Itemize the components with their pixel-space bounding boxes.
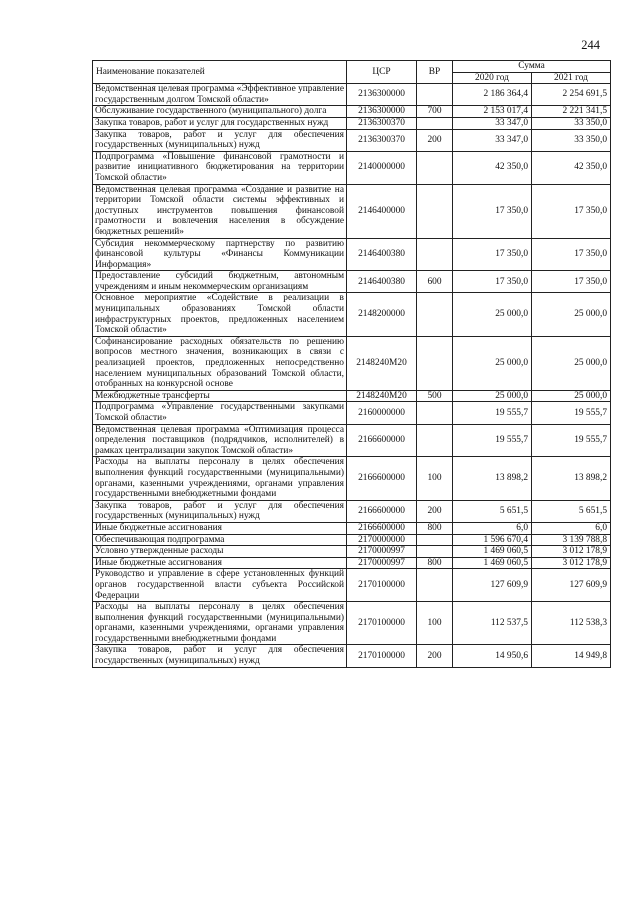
row-name: Закупка товаров, работ и услуг для обеспечения государственных (муниципальных) нужд bbox=[93, 645, 347, 667]
row-vr bbox=[417, 184, 453, 238]
row-name: Закупка товаров, работ и услуг для государственных нужд bbox=[93, 117, 347, 129]
row-value-2020: 17 350,0 bbox=[453, 271, 532, 293]
table-row bbox=[93, 546, 611, 558]
row-value-2021: 14 949,8 bbox=[532, 645, 611, 667]
row-csr: 2166600000 bbox=[347, 457, 417, 500]
table-row bbox=[93, 522, 611, 534]
row-csr: 2136300370 bbox=[347, 129, 417, 151]
row-value-2020: 17 350,0 bbox=[453, 184, 532, 238]
row-name: Ведомственная целевая программа «Создание и развитие на территории Томской области системы эффективных и доступных инструментов повышения финансовой грамотности и вовлечения населения в обсуждение бюджетных решений» bbox=[93, 184, 347, 238]
row-value-2021: 3 139 788,8 bbox=[532, 534, 611, 546]
row-csr: 2140000000 bbox=[347, 151, 417, 184]
table-row bbox=[93, 402, 611, 424]
row-value-2020: 33 347,0 bbox=[453, 117, 532, 129]
table-body bbox=[93, 84, 611, 667]
row-vr: 600 bbox=[417, 271, 453, 293]
row-csr: 2170000000 bbox=[347, 534, 417, 546]
row-value-2020: 127 609,9 bbox=[453, 569, 532, 602]
table-row bbox=[93, 424, 611, 457]
row-csr: 2136300000 bbox=[347, 84, 417, 106]
row-name: Руководство и управление в сфере установленных функций органов государственной власти субъекта Российской Федерации bbox=[93, 569, 347, 602]
row-value-2020: 17 350,0 bbox=[453, 238, 532, 271]
row-value-2021: 3 012 178,9 bbox=[532, 546, 611, 558]
table-row bbox=[93, 336, 611, 390]
row-value-2021: 25 000,0 bbox=[532, 390, 611, 402]
row-vr bbox=[417, 336, 453, 390]
row-name: Иные бюджетные ассигнования bbox=[93, 557, 347, 569]
row-name: Закупка товаров, работ и услуг для обеспечения государственных (муниципальных) нужд bbox=[93, 500, 347, 522]
row-csr: 2166600000 bbox=[347, 522, 417, 534]
row-value-2020: 13 898,2 bbox=[453, 457, 532, 500]
row-name: Софинансирование расходных обязательств по решению вопросов местного значения, возникающих в связи с реализацией проектов, предложенных непосредственно населением муниципальных образований Томской области, отобранных на конкурсной основе bbox=[93, 336, 347, 390]
table-row bbox=[93, 84, 611, 106]
row-vr bbox=[417, 424, 453, 457]
row-csr: 2146400380 bbox=[347, 271, 417, 293]
row-value-2021: 127 609,9 bbox=[532, 569, 611, 602]
row-value-2020: 5 651,5 bbox=[453, 500, 532, 522]
table-row bbox=[93, 271, 611, 293]
row-vr bbox=[417, 151, 453, 184]
row-vr: 100 bbox=[417, 602, 453, 645]
row-csr: 2170100000 bbox=[347, 569, 417, 602]
row-value-2021: 33 350,0 bbox=[532, 117, 611, 129]
row-name: Подпрограмма «Управление государственными закупками Томской области» bbox=[93, 402, 347, 424]
row-value-2021: 42 350,0 bbox=[532, 151, 611, 184]
row-value-2020: 1 596 670,4 bbox=[453, 534, 532, 546]
row-csr: 2170100000 bbox=[347, 645, 417, 667]
row-csr: 2148240М20 bbox=[347, 336, 417, 390]
row-value-2021: 17 350,0 bbox=[532, 271, 611, 293]
page-number: 244 bbox=[581, 38, 600, 52]
row-vr bbox=[417, 238, 453, 271]
table-row bbox=[93, 390, 611, 402]
row-value-2020: 2 153 017,4 bbox=[453, 106, 532, 118]
budget-table bbox=[92, 60, 611, 668]
row-name: Предоставление субсидий бюджетным, автономным учреждениям и иным некоммерческим организациям bbox=[93, 271, 347, 293]
row-name: Подпрограмма «Повышение финансовой грамотности и развитие инициативного бюджетирования на территории Томской области» bbox=[93, 151, 347, 184]
row-value-2020: 1 469 060,5 bbox=[453, 557, 532, 569]
row-vr: 200 bbox=[417, 645, 453, 667]
row-name: Обслуживание государственного (муниципального) долга bbox=[93, 106, 347, 118]
row-value-2021: 13 898,2 bbox=[532, 457, 611, 500]
row-value-2021: 25 000,0 bbox=[532, 293, 611, 336]
header-vr: ВР bbox=[417, 61, 453, 84]
row-vr: 500 bbox=[417, 390, 453, 402]
table-row bbox=[93, 238, 611, 271]
row-vr bbox=[417, 84, 453, 106]
row-csr: 2166600000 bbox=[347, 424, 417, 457]
header-year-2021: 2021 год bbox=[532, 72, 611, 84]
row-csr: 2148200000 bbox=[347, 293, 417, 336]
row-name: Межбюджетные трансферты bbox=[93, 390, 347, 402]
row-vr bbox=[417, 534, 453, 546]
row-csr: 2136300000 bbox=[347, 106, 417, 118]
row-value-2021: 6,0 bbox=[532, 522, 611, 534]
row-name: Расходы на выплаты персоналу в целях обеспечения выполнения функций государственными (муниципальными) органами, казенными учреждениями, органами управления государственными внебюджетными фондами bbox=[93, 457, 347, 500]
table-row bbox=[93, 293, 611, 336]
row-name: Ведомственная целевая программа «Эффективное управление государственным долгом Томской области» bbox=[93, 84, 347, 106]
row-csr: 2170100000 bbox=[347, 602, 417, 645]
row-vr: 100 bbox=[417, 457, 453, 500]
table-row bbox=[93, 500, 611, 522]
table-row bbox=[93, 602, 611, 645]
row-vr bbox=[417, 293, 453, 336]
row-value-2020: 112 537,5 bbox=[453, 602, 532, 645]
row-value-2020: 25 000,0 bbox=[453, 293, 532, 336]
table-row bbox=[93, 106, 611, 118]
row-vr: 200 bbox=[417, 129, 453, 151]
row-name: Иные бюджетные ассигнования bbox=[93, 522, 347, 534]
row-name: Основное мероприятие «Содействие в реализации в муниципальных образованиях Томской области инфраструктурных проектов, предложенных населением Томской области» bbox=[93, 293, 347, 336]
row-value-2021: 19 555,7 bbox=[532, 424, 611, 457]
row-csr: 2170000997 bbox=[347, 557, 417, 569]
row-csr: 2148240М20 bbox=[347, 390, 417, 402]
row-name: Субсидия некоммерческому партнерству по развитию финансовой культуры «Финансы Коммуникации Информация» bbox=[93, 238, 347, 271]
row-csr: 2146400000 bbox=[347, 184, 417, 238]
row-name: Закупка товаров, работ и услуг для обеспечения государственных (муниципальных) нужд bbox=[93, 129, 347, 151]
row-vr bbox=[417, 117, 453, 129]
header-year-2020: 2020 год bbox=[453, 72, 532, 84]
row-value-2020: 33 347,0 bbox=[453, 129, 532, 151]
row-value-2021: 3 012 178,9 bbox=[532, 557, 611, 569]
row-name: Обеспечивающая подпрограмма bbox=[93, 534, 347, 546]
row-value-2021: 33 350,0 bbox=[532, 129, 611, 151]
row-vr: 800 bbox=[417, 557, 453, 569]
row-value-2020: 1 469 060,5 bbox=[453, 546, 532, 558]
table-header bbox=[93, 61, 611, 84]
row-csr: 2136300370 bbox=[347, 117, 417, 129]
row-value-2021: 17 350,0 bbox=[532, 184, 611, 238]
row-value-2020: 19 555,7 bbox=[453, 402, 532, 424]
row-csr: 2166600000 bbox=[347, 500, 417, 522]
table-row bbox=[93, 184, 611, 238]
table-row bbox=[93, 151, 611, 184]
row-name: Условно утвержденные расходы bbox=[93, 546, 347, 558]
row-csr: 2146400380 bbox=[347, 238, 417, 271]
table-row bbox=[93, 117, 611, 129]
row-value-2021: 5 651,5 bbox=[532, 500, 611, 522]
row-csr: 2160000000 bbox=[347, 402, 417, 424]
table-row bbox=[93, 534, 611, 546]
row-value-2020: 25 000,0 bbox=[453, 336, 532, 390]
row-value-2020: 6,0 bbox=[453, 522, 532, 534]
header-name: Наименование показателей bbox=[93, 61, 347, 84]
row-value-2020: 25 000,0 bbox=[453, 390, 532, 402]
row-value-2020: 14 950,6 bbox=[453, 645, 532, 667]
table-row bbox=[93, 569, 611, 602]
table-row bbox=[93, 457, 611, 500]
table-row bbox=[93, 645, 611, 667]
row-vr bbox=[417, 402, 453, 424]
row-value-2021: 2 221 341,5 bbox=[532, 106, 611, 118]
row-value-2021: 19 555,7 bbox=[532, 402, 611, 424]
row-vr bbox=[417, 546, 453, 558]
row-vr: 700 bbox=[417, 106, 453, 118]
row-value-2021: 2 254 691,5 bbox=[532, 84, 611, 106]
row-value-2021: 17 350,0 bbox=[532, 238, 611, 271]
row-value-2020: 2 186 364,4 bbox=[453, 84, 532, 106]
row-value-2021: 112 538,3 bbox=[532, 602, 611, 645]
row-vr: 200 bbox=[417, 500, 453, 522]
table-row bbox=[93, 557, 611, 569]
row-value-2021: 25 000,0 bbox=[532, 336, 611, 390]
header-csr: ЦСР bbox=[347, 61, 417, 84]
row-value-2020: 42 350,0 bbox=[453, 151, 532, 184]
row-csr: 2170000997 bbox=[347, 546, 417, 558]
table-row bbox=[93, 129, 611, 151]
row-vr bbox=[417, 569, 453, 602]
row-name: Ведомственная целевая программа «Оптимизация процесса определения поставщиков (подрядчиков, исполнителей) в рамках централизации закупок Томской области» bbox=[93, 424, 347, 457]
row-vr: 800 bbox=[417, 522, 453, 534]
header-sum: Сумма bbox=[453, 61, 611, 73]
row-value-2020: 19 555,7 bbox=[453, 424, 532, 457]
row-name: Расходы на выплаты персоналу в целях обеспечения выполнения функций государственными (муниципальными) органами, казенными учреждениями, органами управления государственными внебюджетными фондами bbox=[93, 602, 347, 645]
